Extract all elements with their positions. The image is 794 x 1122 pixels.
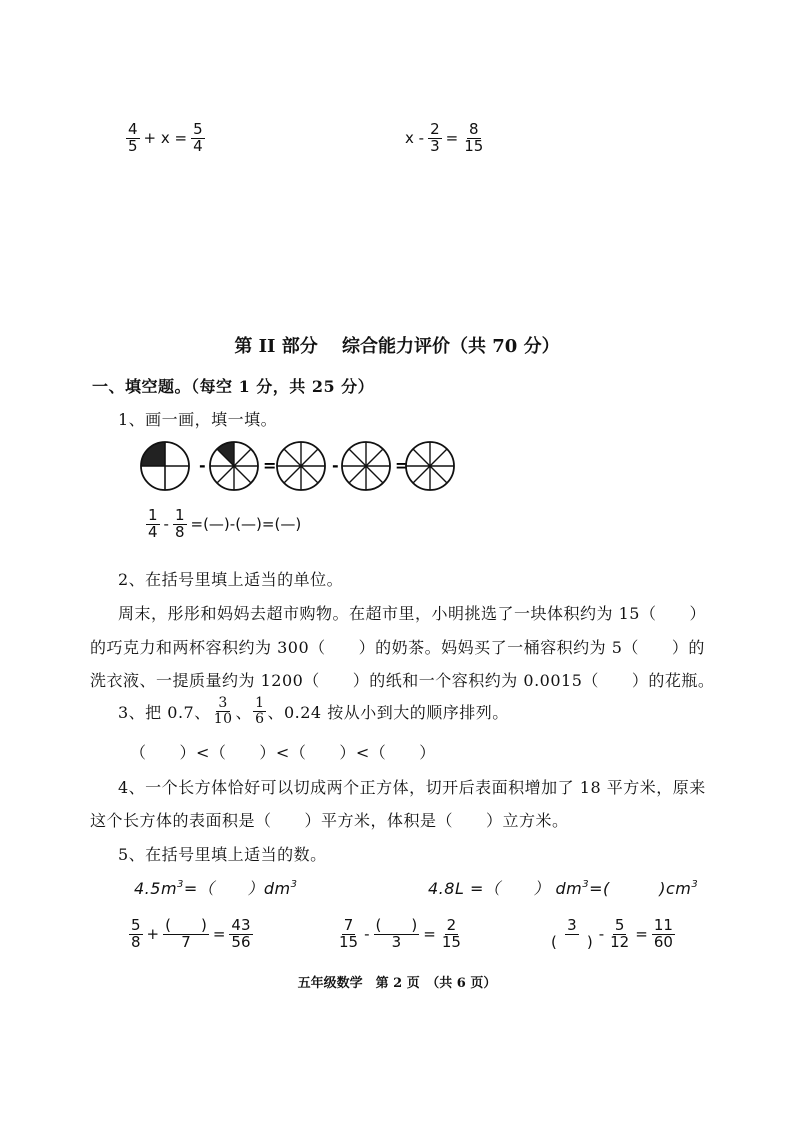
operator-text: + [146,925,160,944]
q3-answer-blanks[interactable]: （ ）<（ ）<（ ）<（ ） [130,743,436,762]
fraction: $\frac{2}{3}$ [430,120,440,155]
question-2-line[interactable]: 洗衣液、一提质量约为 1200（ ）的纸和一个容积约为 0.0015（ ）的花瓶。 [90,671,715,690]
conv-text: 4.5m [134,879,178,898]
fraction: $\frac{1}{8}$ [174,506,185,541]
q5-equation-3[interactable] [548,918,676,951]
question-3-label [118,696,509,726]
fraction: $\frac{7}{15}$ [339,916,359,951]
conv-text: =( )cm [589,879,692,898]
superscript: 3 [290,879,298,890]
circle-eighths [342,442,390,490]
fraction: $\frac{11}{60}$ [653,916,673,951]
fraction: $\frac{( )}{3}$ [375,916,418,951]
answer-blanks[interactable]: =(—)-(—)=(—) [190,515,302,534]
q3-text: 3、把 0.7、 [118,702,211,722]
fraction: $\frac{3}{( )}$ [551,916,593,951]
conv-text: =（ ）dm [183,879,291,898]
question-4-line[interactable]: 这个长方体的表面积是（ ）平方米，体积是（ ）立方米。 [90,811,569,830]
operator-text: - [364,925,370,944]
equals-sign: = [395,456,409,475]
circle-quarters [141,442,189,490]
operator-text: x - [405,129,425,148]
fraction: $\frac{1}{4}$ [148,506,158,541]
operator-text: - [598,925,605,944]
circle-eighths [406,442,454,490]
superscript: 3 [177,879,184,890]
minus-sign: - [199,456,206,475]
question-2-line[interactable]: 的巧克力和两杯容积约为 300（ ）的奶茶。妈妈买了一桶容积约为 5（ ）的 [90,638,705,657]
page-footer: 五年级数学 第 2 页 （共 6 页） [297,976,497,991]
fraction: $\frac{1}{6}$ [255,695,265,727]
q5-equation-2[interactable] [336,918,464,951]
equation-left [125,122,206,155]
operator-text: + x = [143,129,188,148]
fraction: $\frac{43}{56}$ [231,916,251,951]
fraction: $\frac{2}{15}$ [441,916,461,951]
operator-text: = [445,129,459,148]
fraction: $\frac{4}{5}$ [128,120,138,155]
q3-text: 、0.24 按从小到大的顺序排列。 [267,702,509,722]
part-heading: 一、填空题。（每空 1 分，共 25 分） [92,377,375,396]
fraction: $\frac{8}{15}$ [464,120,484,155]
operator-text: - [163,515,169,534]
q5-conversion-1[interactable] [134,876,297,899]
fraction: $\frac{( )}{7}$ [165,916,207,951]
conv-text: 4.8L =（ ） dm [428,879,583,898]
question-2-label: 2、在括号里填上适当的单位。 [118,570,344,589]
superscript: 3 [691,879,699,890]
minus-sign: - [332,456,339,475]
fraction: $\frac{5}{8}$ [131,916,141,951]
circle-eighths [277,442,325,490]
operator-text: = [423,925,436,944]
operator-text: = [212,925,226,944]
operator-text: = [635,925,648,944]
fraction: $\frac{5}{12}$ [610,916,630,951]
question-4-line: 4、一个长方体恰好可以切成两个正方体，切开后表面积增加了 18 平方米，原来 [118,778,706,797]
q5-conversion-2[interactable] [428,876,698,899]
superscript: 3 [582,879,590,890]
section-title: 第 II 部分 综合能力评价（共 70 分） [234,336,560,357]
q5-equation-1[interactable] [128,918,254,951]
circle-eighths-shaded [210,442,258,490]
question-5-label: 5、在括号里填上适当的数。 [118,845,327,864]
q3-text: 、 [235,702,253,722]
question-1-label: 1、画一画，填一填。 [118,410,278,429]
question-2-line[interactable]: 周末，彤彤和妈妈去超市购物。在超市里，小明挑选了一块体积约为 15（ ） [118,604,706,623]
equals-sign: = [263,456,277,475]
fraction: $\frac{5}{4}$ [193,120,203,155]
equation-right [405,122,486,155]
fraction: $\frac{3}{10}$ [213,695,233,727]
q1-formula [145,508,301,541]
fraction-circles-diagram [138,438,458,494]
